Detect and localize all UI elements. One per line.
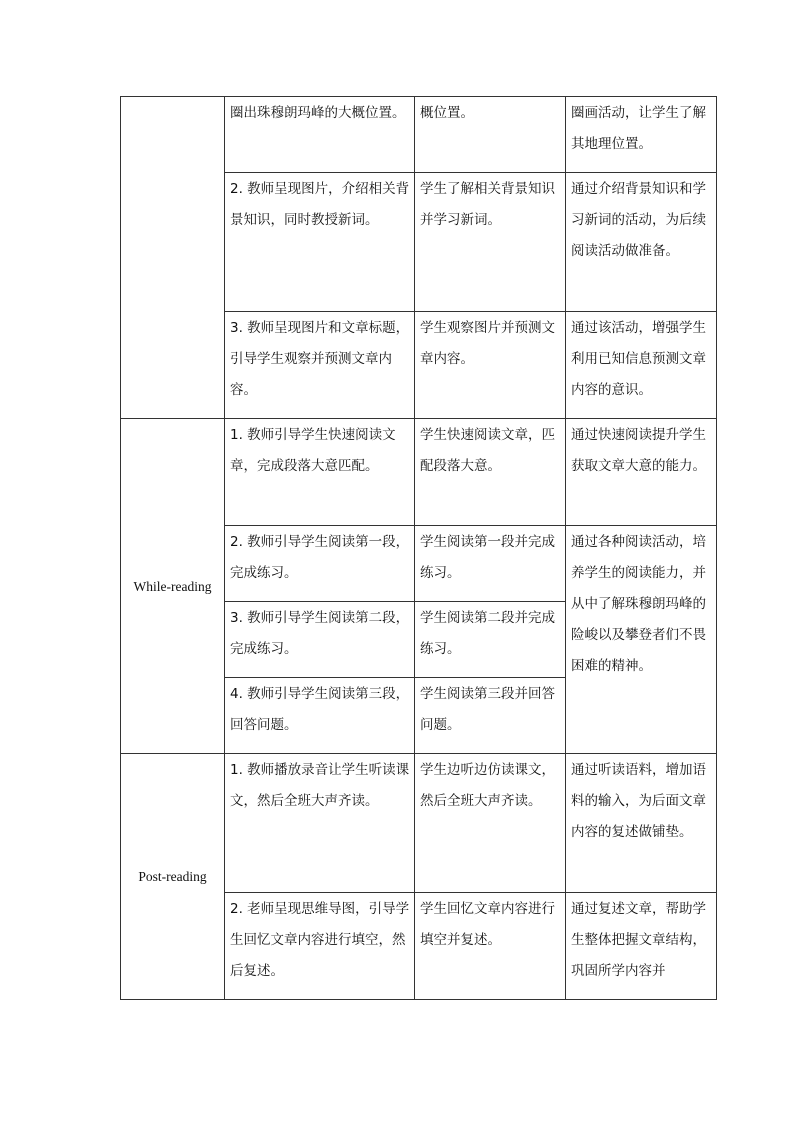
teacher-activity-cell: 圈出珠穆朗玛峰的大概位置。 — [225, 97, 415, 173]
lesson-plan-table — [120, 96, 717, 1000]
student-activity-cell: 学生回忆文章内容进行填空并复述。 — [415, 893, 566, 1000]
student-activity-cell: 学生阅读第三段并回答问题。 — [415, 678, 566, 754]
table-row — [121, 754, 717, 893]
student-activity-cell: 学生观察图片并预测文章内容。 — [415, 312, 566, 419]
student-activity-cell: 学生快速阅读文章，匹配段落大意。 — [415, 419, 566, 526]
stage-label-while-reading: While-reading — [121, 419, 225, 754]
table-row — [121, 419, 717, 526]
stage-cell-pre-reading-continued — [121, 97, 225, 419]
table-row — [121, 97, 717, 173]
design-purpose-cell: 通过该活动，增强学生利用已知信息预测文章内容的意识。 — [566, 312, 717, 419]
design-purpose-cell: 圈画活动，让学生了解其地理位置。 — [566, 97, 717, 173]
design-purpose-cell: 通过复述文章，帮助学生整体把握文章结构，巩固所学内容并 — [566, 893, 717, 1000]
teacher-activity-cell: 2. 教师引导学生阅读第一段，完成练习。 — [225, 526, 415, 602]
teacher-activity-cell: 2. 教师呈现图片，介绍相关背景知识，同时教授新词。 — [225, 173, 415, 312]
student-activity-cell: 学生阅读第一段并完成练习。 — [415, 526, 566, 602]
teacher-activity-cell: 3. 教师引导学生阅读第二段，完成练习。 — [225, 602, 415, 678]
teacher-activity-cell: 1. 教师引导学生快速阅读文章，完成段落大意匹配。 — [225, 419, 415, 526]
stage-label-post-reading: Post-reading — [121, 754, 225, 1000]
design-purpose-cell: 通过介绍背景知识和学习新词的活动，为后续阅读活动做准备。 — [566, 173, 717, 312]
student-activity-cell: 学生了解相关背景知识并学习新词。 — [415, 173, 566, 312]
teacher-activity-cell: 4. 教师引导学生阅读第三段，回答问题。 — [225, 678, 415, 754]
design-purpose-cell: 通过听读语料，增加语料的输入，为后面文章内容的复述做铺垫。 — [566, 754, 717, 893]
design-purpose-cell: 通过快速阅读提升学生获取文章大意的能力。 — [566, 419, 717, 526]
teacher-activity-cell: 3. 教师呈现图片和文章标题，引导学生观察并预测文章内容。 — [225, 312, 415, 419]
teacher-activity-cell: 2. 老师呈现思维导图，引导学生回忆文章内容进行填空，然后复述。 — [225, 893, 415, 1000]
student-activity-cell: 学生阅读第二段并完成练习。 — [415, 602, 566, 678]
student-activity-cell: 学生边听边仿读课文，然后全班大声齐读。 — [415, 754, 566, 893]
teacher-activity-cell: 1. 教师播放录音让学生听读课文，然后全班大声齐读。 — [225, 754, 415, 893]
design-purpose-cell: 通过各种阅读活动，培养学生的阅读能力，并从中了解珠穆朗玛峰的险峻以及攀登者们不畏困难的精神。 — [566, 526, 717, 754]
student-activity-cell: 概位置。 — [415, 97, 566, 173]
